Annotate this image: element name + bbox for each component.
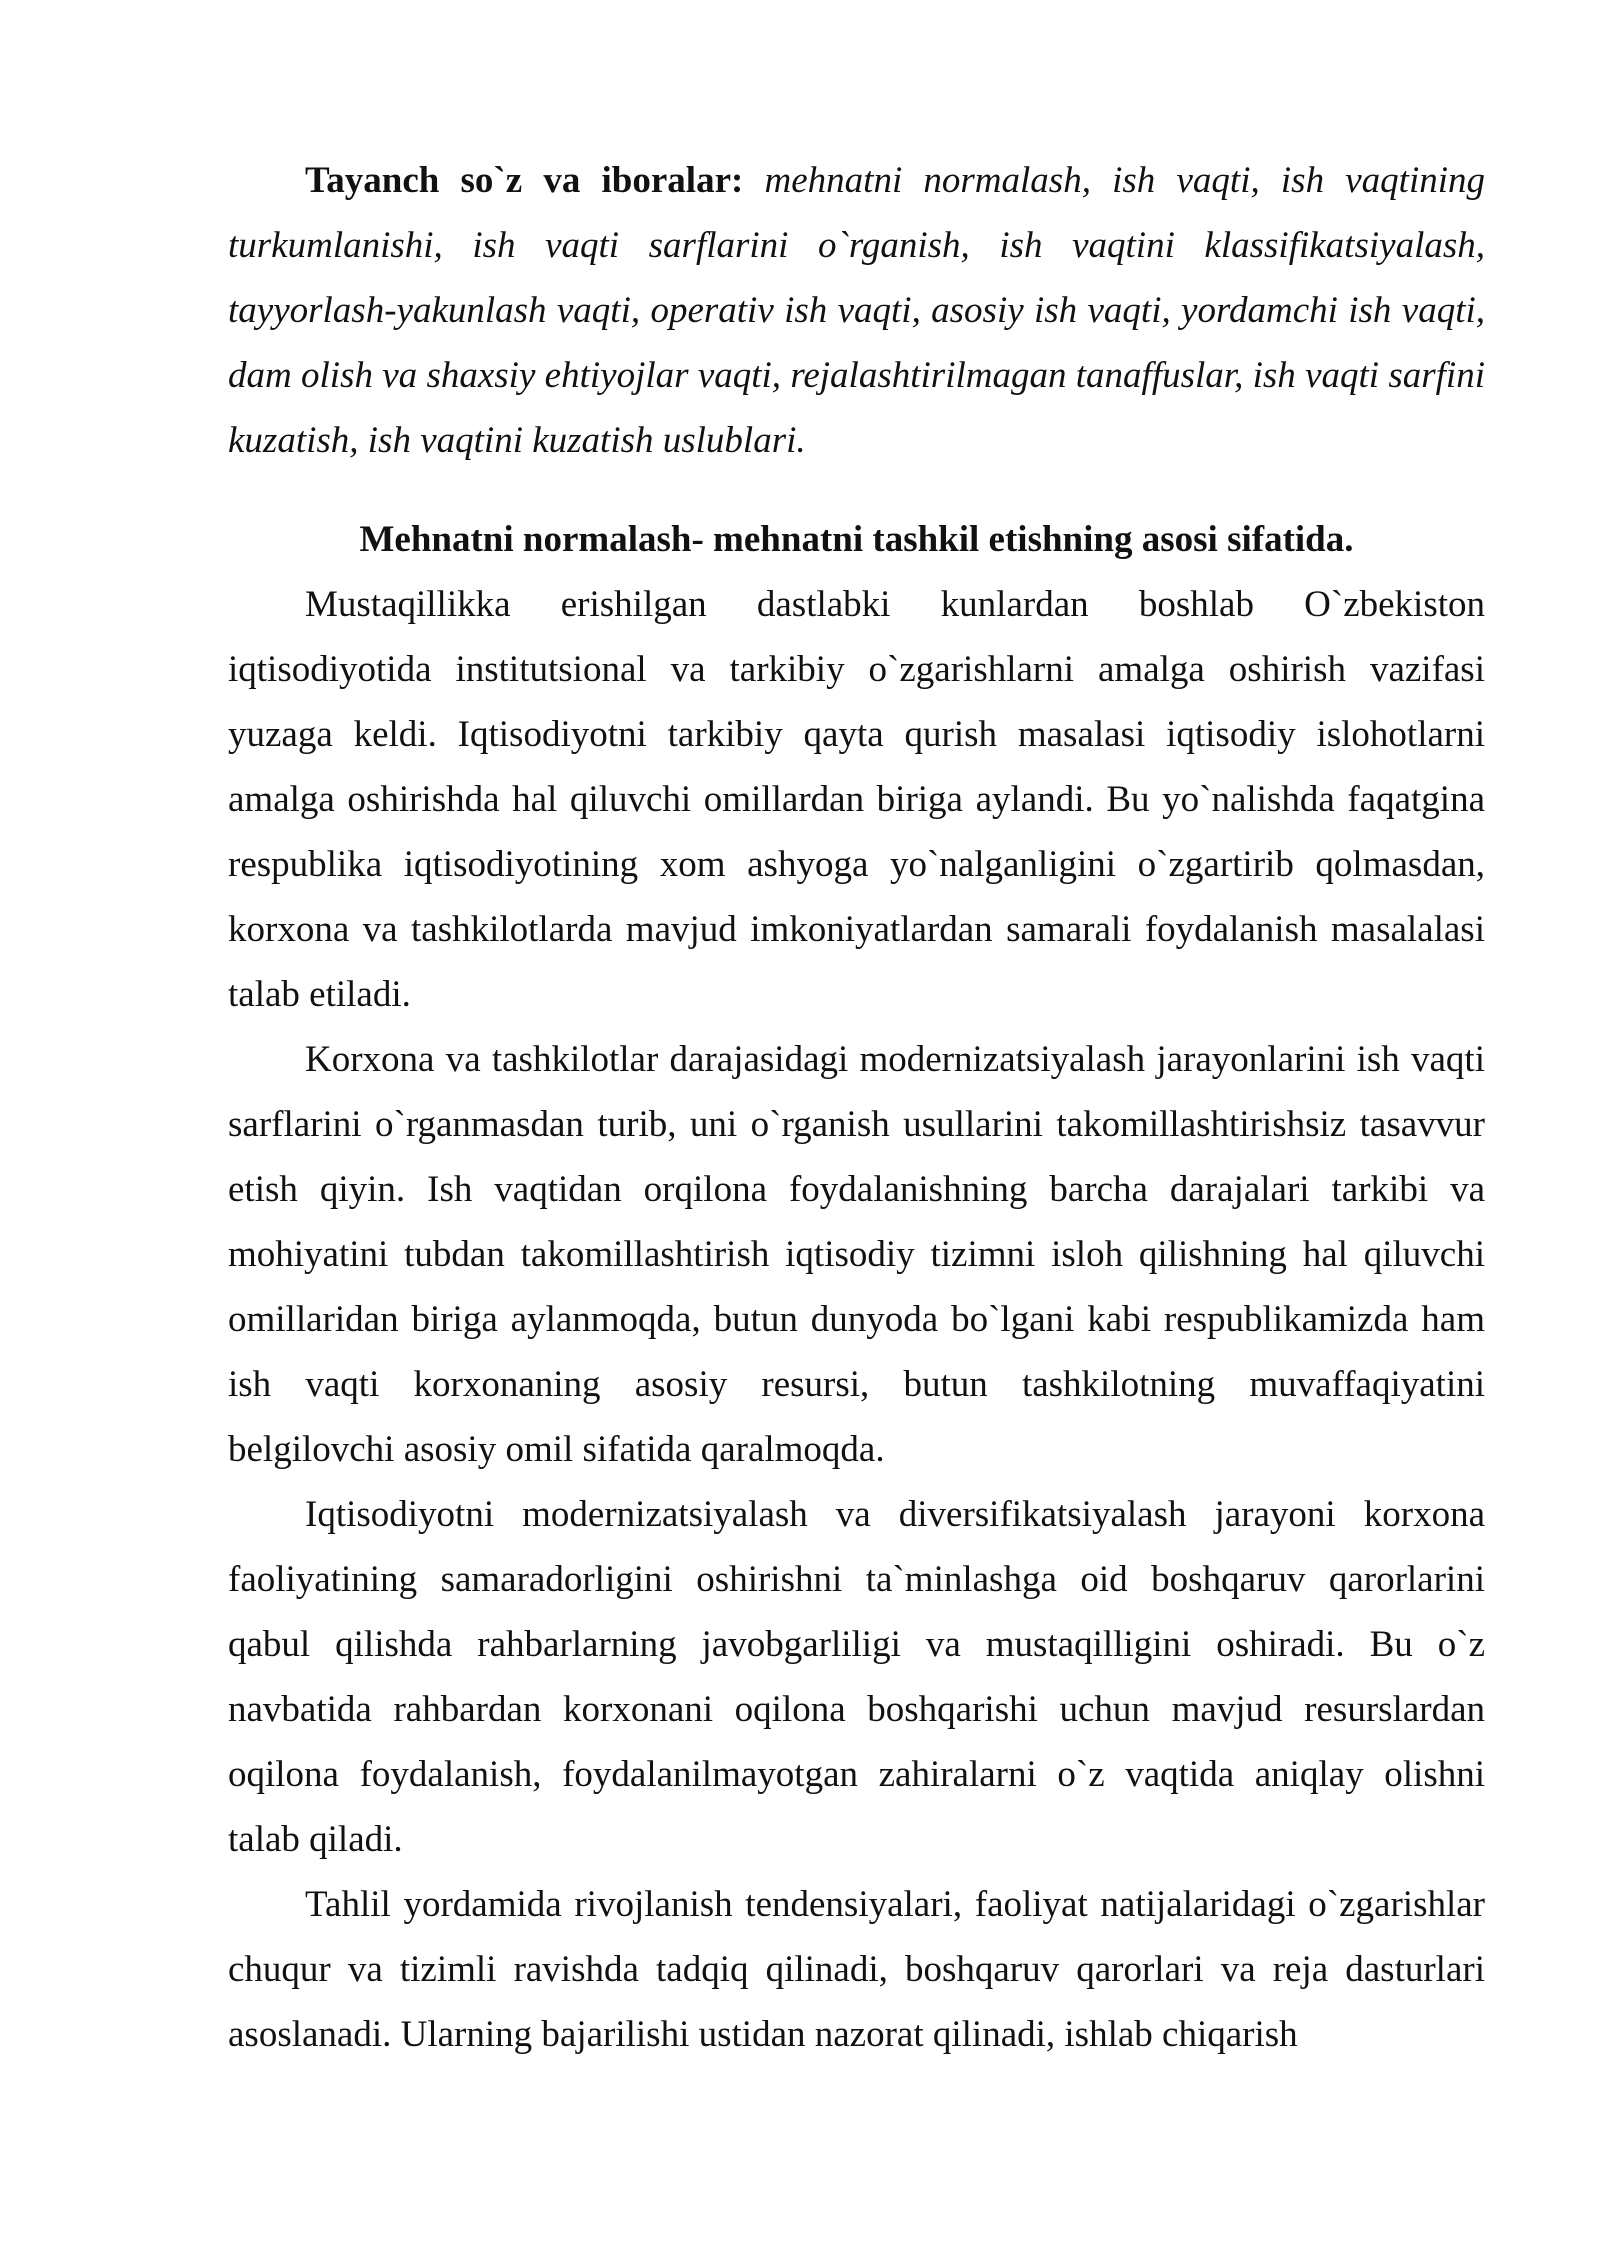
- body-paragraph: Korxona va tashkilotlar darajasidagi modernizatsiyalash jarayonlarini ish vaqti sarflarini o`rganmasdan turib, uni o`rganish usullarini takomillashtirishsiz tasavvur etish qiyin. Ish vaqtidan orqilona foydalanishning barcha darajalari tarkibi va mohiyatini tubdan takomillashtirish iqtisodiy tizimni isloh qilishning hal qiluvchi omillaridan biriga aylanmoqda, butun dunyoda bo`lgani kabi respublikamizda ham ish vaqti korxonaning asosiy resursi, butun tashkilotning muvaffaqiyatini belgilovchi asosiy omil sifatida qaralmoqda.: [228, 1039, 1485, 1470]
- body-paragraph: Tahlil yordamida rivojlanish tendensiyalari, faoliyat natijalaridagi o`zgarishlar chuqur va tizimli ravishda tadqiq qilinadi, boshqaruv qarorlari va reja dasturlari asoslanadi. Ularning bajarilishi ustidan nazorat qilinadi, ishlab chiqarish: [228, 1884, 1485, 2055]
- body-paragraph: Iqtisodiyotni modernizatsiyalash va diversifikatsiyalash jarayoni korxona faoliyatining samaradorligini oshirishni ta`minlashga oid boshqaruv qarorlarini qabul qilishda rahbarlarning javobgarliligi va mustaqilligini oshiradi. Bu o`z navbatida rahbardan korxonani oqilona boshqarishi uchun mavjud resurslardan oqilona foydalanish, foydalanilmayotgan zahiralarni o`z vaqtida aniqlay olishni talab qiladi.: [228, 1494, 1485, 1860]
- body-paragraph: Mustaqillikka erishilgan dastlabki kunlardan boshlab O`zbekiston iqtisodiyotida institutsional va tarkibiy o`zgarishlarni amalga oshirish vazifasi yuzaga keldi. Iqtisodiyotni tarkibiy qayta qurish masalasi iqtisodiy islohotlarni amalga oshirishda hal qiluvchi omillardan biriga aylandi. Bu yo`nalishda faqatgina respublika iqtisodiyotining xom ashyoga yo`nalganligini o`zgartirib qolmasdan, korxona va tashkilotlarda mavjud imkoniyatlardan samarali foydalanish masalalasi talab etiladi.: [228, 584, 1485, 1015]
- document-page: [228, 148, 1485, 2067]
- keywords-paragraph: [228, 148, 1485, 473]
- section-title: Mehnatni normalash- mehnatni tashkil etishning asosi sifatida.: [359, 519, 1354, 560]
- keywords-label: Tayanch so`z va iboralar:: [305, 160, 744, 201]
- keywords-text: mehnatni normalash, ish vaqti, ish vaqtining turkumlanishi, ish vaqti sarflarini o`rganish, ish vaqtini klassifikatsiyalash, tayyorlash-yakunlash vaqti, operativ ish vaqti, asosiy ish vaqti, yordamchi ish vaqti, dam olish va shaxsiy ehtiyojlar vaqti, rejalashtirilmagan tanaffuslar, ish vaqti sarfini kuzatish, ish vaqtini kuzatish uslublari.: [228, 160, 1486, 461]
